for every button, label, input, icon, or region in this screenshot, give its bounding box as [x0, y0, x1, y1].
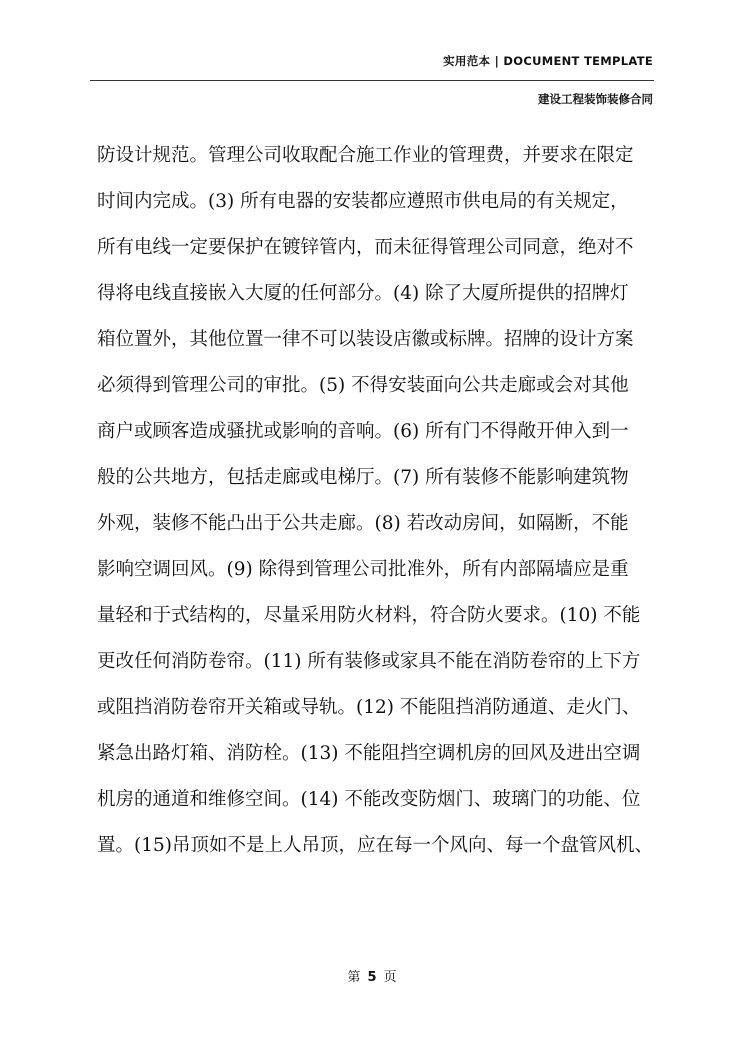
- page-number-suffix: 页: [383, 970, 397, 985]
- body-line: 或阻挡消防卷帘开关箱或导轨。(12) 不能阻挡消防通道、走火门、: [97, 697, 641, 718]
- body-line: 必须得到管理公司的审批。(5) 不得安装面向公共走廊或会对其他: [97, 375, 629, 396]
- body-line: 影响空调回风。(9) 除得到管理公司批准外，所有内部隔墙应是重: [97, 559, 629, 580]
- header-divider: [90, 80, 654, 81]
- body-line: 外观，装修不能凸出于公共走廊。(8) 若改动房间，如隔断，不能: [97, 513, 629, 534]
- document-subtitle: 建设工程装饰装修合同: [538, 92, 653, 106]
- body-line: 商户或顾客造成骚扰或影响的音响。(6) 所有门不得敞开伸入到一: [97, 421, 629, 442]
- body-line: 更改任何消防卷帘。(11) 所有装修或家具不能在消防卷帘的上下方: [97, 651, 641, 672]
- page-footer: [0, 966, 744, 985]
- body-line: 般的公共地方，包括走廊或电梯厅。(7) 所有装修不能影响建筑物: [97, 467, 629, 488]
- page-number: 5: [367, 970, 377, 985]
- body-line: 防设计规范。管理公司收取配合施工作业的管理费，并要求在限定: [97, 145, 634, 166]
- body-line: 置。(15)吊顶如不是上人吊顶，应在每一个风向、每一个盘管风机、: [97, 835, 653, 856]
- body-line: 紧急出路灯箱、消防栓。(13) 不能阻挡空调机房的回风及进出空调: [97, 743, 641, 764]
- body-line: 量轻和于式结构的，尽量采用防火材料，符合防火要求。(10) 不能: [97, 605, 641, 626]
- body-line: 时间内完成。(3) 所有电器的安装都应遵照市供电局的有关规定，: [97, 191, 629, 212]
- document-header-title: 实用范本 | DOCUMENT TEMPLATE: [443, 54, 653, 68]
- body-line: 得将电线直接嵌入大厦的任何部分。(4) 除了大厦所提供的招牌灯: [97, 283, 629, 304]
- body-text: [97, 133, 667, 869]
- body-line: 所有电线一定要保护在镀锌管内，而未征得管理公司同意，绝对不: [97, 237, 634, 258]
- body-line: 箱位置外，其他位置一律不可以装设店徽或标牌。招牌的设计方案: [97, 329, 634, 350]
- body-line: 机房的通道和维修空间。(14) 不能改变防烟门、玻璃门的功能、位: [97, 789, 641, 810]
- page-number-prefix: 第: [347, 970, 361, 985]
